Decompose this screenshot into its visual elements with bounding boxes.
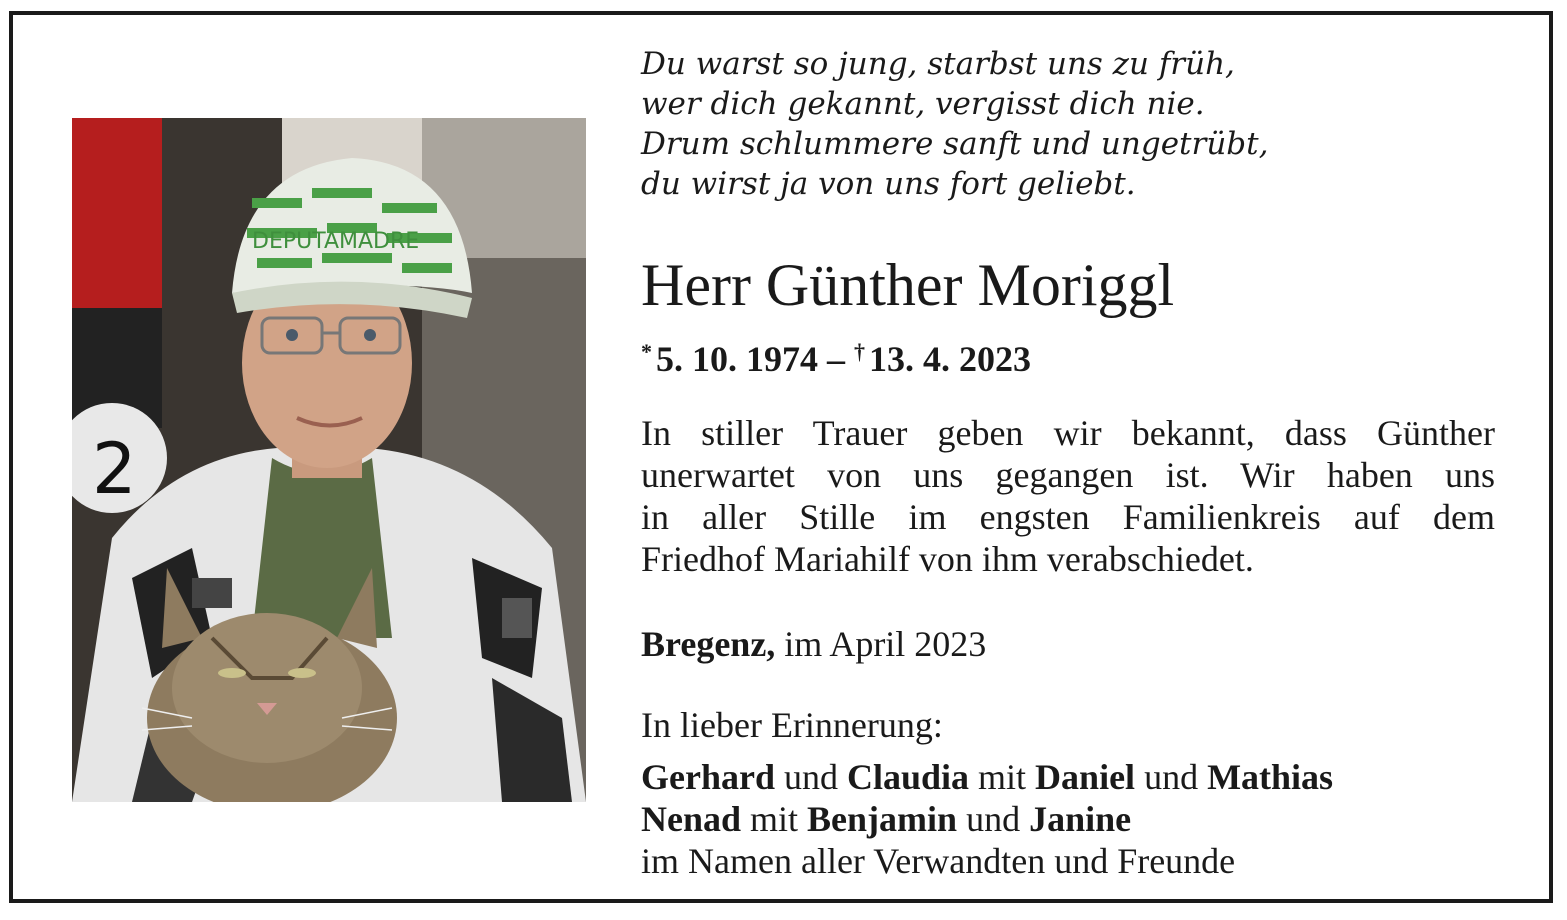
family-name: Nenad [641, 799, 742, 839]
announcement-line: Friedhof Mariahilf von ihm verabschiedet. [641, 539, 1254, 579]
poem [641, 44, 1501, 204]
life-dates [641, 330, 1031, 381]
cap-text: DEPUTAMADRE [252, 229, 420, 254]
place-city: Bregenz, [641, 624, 776, 664]
family-name: Janine [1029, 799, 1132, 839]
memory-heading: In lieber Erinnerung: [641, 705, 943, 745]
place-date [641, 622, 986, 666]
family-connector: und [957, 799, 1030, 839]
family-name: Claudia [846, 757, 970, 797]
announcement-line: in aller Stille im engsten Familienkreis auf dem [641, 497, 1495, 537]
announcement-line: unerwartet von uns gegangen ist. Wir haben uns [641, 455, 1495, 495]
family-name: Mathias [1207, 757, 1334, 797]
birth-date: 5. 10. 1974 [656, 339, 818, 379]
family-connector: mit [969, 757, 1036, 797]
family-closing: im Namen aller Verwandten und Freunde [641, 841, 1236, 881]
death-date: 13. 4. 2023 [869, 339, 1031, 379]
poem-line: wer dich gekannt, vergisst dich nie. [641, 86, 1205, 122]
family-name: Gerhard [641, 757, 775, 797]
family-name: Benjamin [807, 799, 958, 839]
family-row-1 [641, 756, 1333, 798]
date-separator: – [818, 339, 854, 379]
portrait-photo [72, 118, 586, 802]
announcement-line: In stiller Trauer geben wir bekannt, dass Günther [641, 413, 1495, 453]
poem-line: Drum schlummere sanft und ungetrübt, [641, 126, 1269, 162]
death-symbol: † [854, 339, 865, 364]
photo-bg-number: 2 [92, 428, 137, 510]
family-name: Daniel [1035, 757, 1136, 797]
announcement-text [641, 412, 1495, 580]
place-month: im April 2023 [775, 624, 987, 664]
family-row-2 [641, 798, 1333, 840]
family-names [641, 756, 1333, 882]
family-connector: und [1135, 757, 1208, 797]
family-connector: mit [741, 799, 808, 839]
deceased-name: Herr Günther Moriggl [641, 252, 1175, 318]
poem-line: Du warst so jung, starbst uns zu früh, [641, 46, 1235, 82]
family-connector: und [774, 757, 847, 797]
birth-symbol: * [641, 339, 652, 364]
poem-line: du wirst ja von uns fort geliebt. [641, 166, 1136, 202]
